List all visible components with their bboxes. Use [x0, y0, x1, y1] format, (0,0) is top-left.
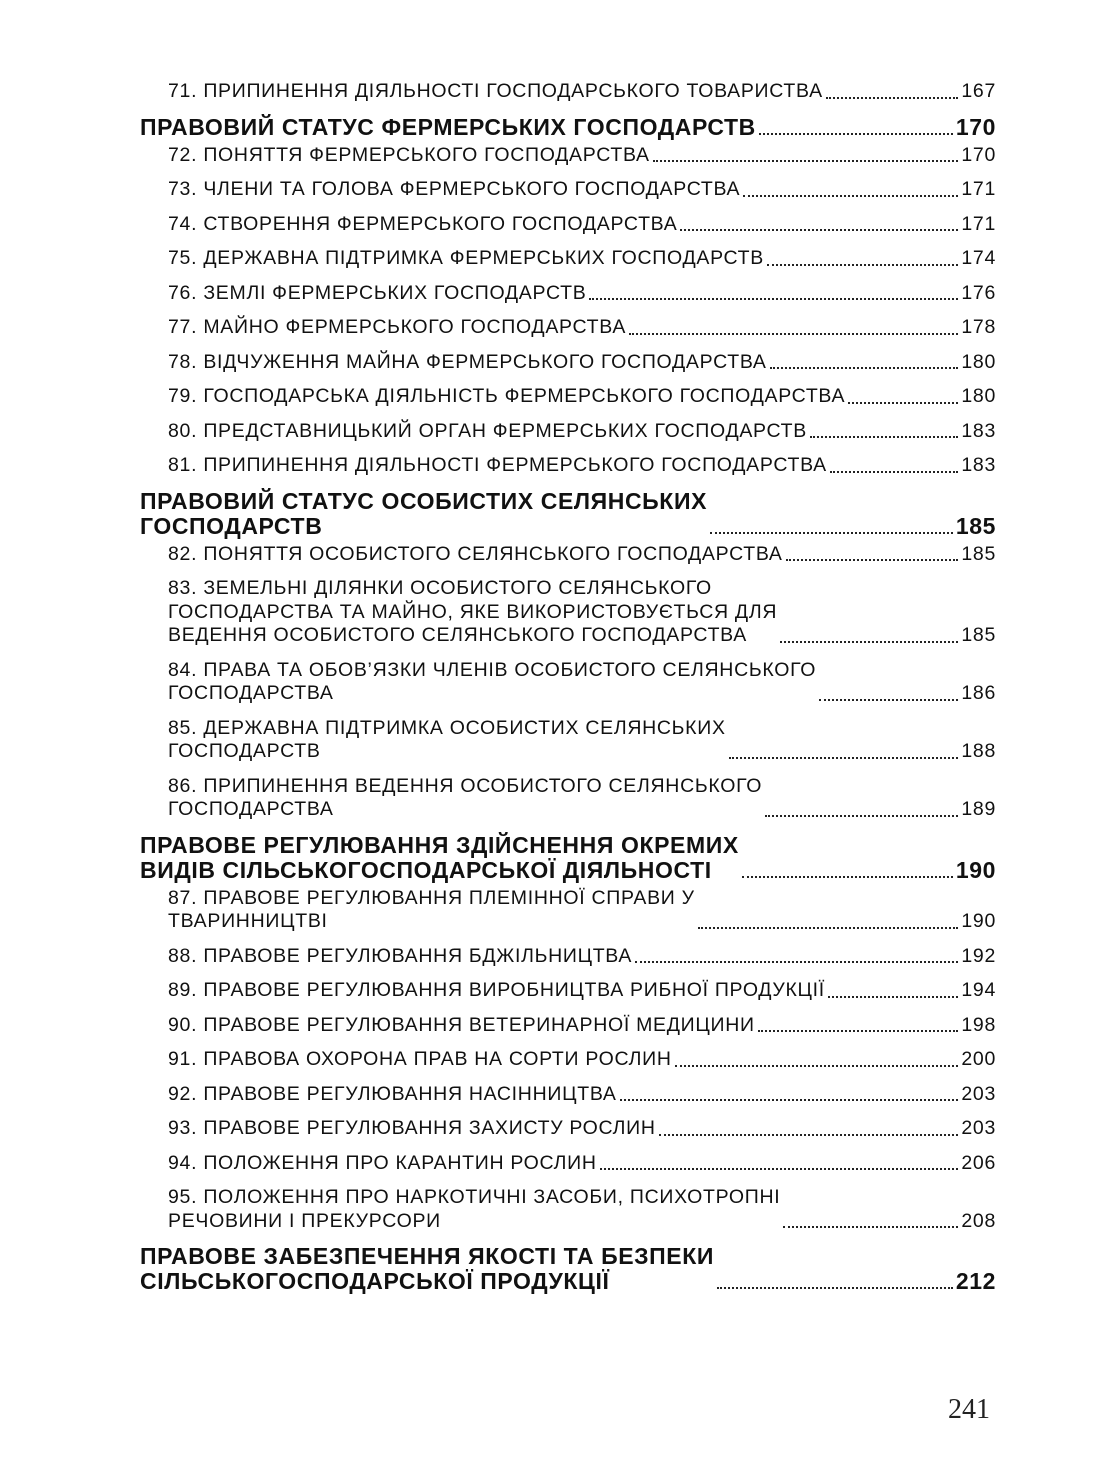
- toc-page-number: 183: [961, 419, 996, 442]
- dot-leader: [675, 1065, 959, 1067]
- toc-page-number: 212: [955, 1268, 996, 1294]
- toc-section-heading: [140, 1244, 996, 1294]
- dot-leader: [765, 815, 958, 817]
- toc-entry-title: 85. ДЕРЖАВНА ПІДТРИМКА ОСОБИСТИХ СЕЛЯНСЬКИХ ГОСПОДАРСТВ: [168, 716, 726, 762]
- toc-page-number: 167: [961, 80, 996, 102]
- toc-page-number: 186: [961, 682, 996, 704]
- toc-section-title: ПРАВОВЕ ЗАБЕЗПЕЧЕННЯ ЯКОСТІ ТА БЕЗПЕКИ СІЛЬСЬКОГОСПОДАРСЬКОЇ ПРОДУКЦІЇ: [140, 1243, 714, 1294]
- toc-section-heading: [140, 489, 996, 539]
- toc-page-number: 208: [961, 1209, 996, 1232]
- toc-entry: [140, 213, 996, 237]
- dot-leader: [729, 757, 959, 759]
- dot-leader: [758, 1030, 959, 1032]
- dot-leader: [783, 1226, 958, 1228]
- toc-entry: [140, 351, 996, 375]
- dot-leader: [620, 1099, 959, 1101]
- toc-page-number: 189: [961, 798, 996, 820]
- toc-page-number: 192: [961, 944, 996, 967]
- dot-leader: [826, 97, 959, 99]
- toc-entry-title: 71. ПРИПИНЕННЯ ДІЯЛЬНОСТІ ГОСПОДАРСЬКОГО ТОВАРИСТВА: [168, 80, 823, 102]
- dot-leader: [786, 559, 959, 561]
- toc-entry-title: 84. ПРАВА ТА ОБОВ’ЯЗКИ ЧЛЕНІВ ОСОБИСТОГО СЕЛЯНСЬКОГО ГОСПОДАРСТВА: [168, 658, 817, 704]
- toc-entry-title: 79. ГОСПОДАРСЬКА ДІЯЛЬНІСТЬ ФЕРМЕРСЬКОГО ГОСПОДАРСТВА: [168, 385, 846, 407]
- toc-page-number: 180: [961, 350, 996, 373]
- dot-leader: [848, 402, 958, 404]
- dot-leader: [629, 333, 958, 335]
- toc-entry: [140, 80, 996, 104]
- dot-leader: [759, 133, 953, 135]
- toc-entry-title: 82. ПОНЯТТЯ ОСОБИСТОГО СЕЛЯНСЬКОГО ГОСПОДАРСТВА: [168, 542, 783, 565]
- toc-page-number: 198: [961, 1013, 996, 1036]
- toc-entry: [140, 1152, 996, 1176]
- toc-entry: [140, 420, 996, 444]
- toc-entry: [140, 247, 996, 271]
- dot-leader: [710, 532, 953, 534]
- dot-leader: [828, 996, 958, 998]
- toc-page-number: 200: [961, 1048, 996, 1070]
- toc-entry: [140, 543, 996, 567]
- toc-entry-title: 72. ПОНЯТТЯ ФЕРМЕРСЬКОГО ГОСПОДАРСТВА: [168, 143, 650, 166]
- toc-entry-title: 81. ПРИПИНЕННЯ ДІЯЛЬНОСТІ ФЕРМЕРСЬКОГО ГОСПОДАРСТВА: [168, 454, 827, 476]
- page-number: 241: [948, 1394, 990, 1425]
- toc-entry-title: 93. ПРАВОВЕ РЕГУЛЮВАННЯ ЗАХИСТУ РОСЛИН: [168, 1117, 656, 1139]
- toc-entry: [140, 887, 996, 934]
- toc-page-number: 171: [961, 212, 996, 235]
- toc-page-number: 188: [961, 740, 996, 762]
- toc-entry-title: 90. ПРАВОВЕ РЕГУЛЮВАННЯ ВЕТЕРИНАРНОЇ МЕДИЦИНИ: [168, 1013, 755, 1036]
- dot-leader: [589, 298, 958, 300]
- toc-entry: [140, 1186, 996, 1233]
- dot-leader: [635, 961, 958, 963]
- toc-page-number: 180: [961, 385, 996, 407]
- toc-entry-title: 89. ПРАВОВЕ РЕГУЛЮВАННЯ ВИРОБНИЦТВА РИБНОЇ ПРОДУКЦІЇ: [168, 979, 825, 1001]
- toc-entry-title: 76. ЗЕМЛІ ФЕРМЕРСЬКИХ ГОСПОДАРСТВ: [168, 281, 587, 304]
- toc-entry-title: 75. ДЕРЖАВНА ПІДТРИМКА ФЕРМЕРСЬКИХ ГОСПОДАРСТВ: [168, 247, 765, 269]
- toc-entry-title: 80. ПРЕДСТАВНИЦЬКИЙ ОРГАН ФЕРМЕРСЬКИХ ГОСПОДАРСТВ: [168, 419, 807, 442]
- dot-leader: [810, 436, 958, 438]
- toc-entry: [140, 659, 996, 706]
- toc-entry-title: 78. ВІДЧУЖЕННЯ МАЙНА ФЕРМЕРСЬКОГО ГОСПОДАРСТВА: [168, 350, 767, 373]
- toc-entry: [140, 1014, 996, 1038]
- dot-leader: [717, 1287, 953, 1289]
- toc-entry: [140, 454, 996, 478]
- toc-entry: [140, 577, 996, 648]
- dot-leader: [653, 160, 959, 162]
- toc-page-number: 203: [961, 1117, 996, 1139]
- toc-page-number: 190: [961, 910, 996, 932]
- toc-entry: [140, 144, 996, 168]
- toc-page-number: 185: [961, 624, 996, 646]
- toc-page-number: 170: [961, 143, 996, 166]
- toc-page-number: 174: [961, 247, 996, 269]
- toc-entry-title: 92. ПРАВОВЕ РЕГУЛЮВАННЯ НАСІННИЦТВА: [168, 1082, 617, 1105]
- toc-page-number: 171: [961, 178, 996, 200]
- toc-section-title: ПРАВОВИЙ СТАТУС ФЕРМЕРСЬКИХ ГОСПОДАРСТВ: [140, 113, 756, 140]
- toc-entry: [140, 717, 996, 764]
- toc-page-number: 178: [961, 316, 996, 338]
- dot-leader: [680, 229, 958, 231]
- toc-page-number: 183: [961, 454, 996, 476]
- dot-leader: [770, 367, 959, 369]
- toc-page-number: 190: [955, 856, 996, 883]
- dot-leader: [742, 876, 953, 878]
- toc-entry: [140, 979, 996, 1003]
- toc-entry: [140, 178, 996, 202]
- dot-leader: [743, 195, 958, 197]
- toc-entry-title: 77. МАЙНО ФЕРМЕРСЬКОГО ГОСПОДАРСТВА: [168, 316, 627, 338]
- toc-page-number: 194: [961, 979, 996, 1001]
- dot-leader: [830, 471, 959, 473]
- toc-entry-title: 91. ПРАВОВА ОХОРОНА ПРАВ НА СОРТИ РОСЛИН: [168, 1048, 672, 1070]
- dot-leader: [698, 927, 959, 929]
- toc-section-title: ПРАВОВЕ РЕГУЛЮВАННЯ ЗДІЙСНЕННЯ ОКРЕМИХ ВИДІВ СІЛЬСЬКОГОСПОДАРСЬКОЇ ДІЯЛЬНОСТІ: [140, 831, 739, 883]
- toc-entry: [140, 775, 996, 822]
- toc-entry: [140, 1083, 996, 1107]
- toc-entry: [140, 316, 996, 340]
- toc-section-title: ПРАВОВИЙ СТАТУС ОСОБИСТИХ СЕЛЯНСЬКИХ ГОСПОДАРСТВ: [140, 487, 708, 539]
- dot-leader: [659, 1134, 959, 1136]
- dot-leader: [780, 641, 958, 643]
- toc-entry-title: 87. ПРАВОВЕ РЕГУЛЮВАННЯ ПЛЕМІННОЇ СПРАВИ У ТВАРИННИЦТВІ: [168, 886, 695, 932]
- toc-section-heading: [140, 833, 996, 883]
- toc-page-number: 185: [961, 542, 996, 565]
- toc-entry: [140, 282, 996, 306]
- toc-entry-title: 88. ПРАВОВЕ РЕГУЛЮВАННЯ БДЖІЛЬНИЦТВА: [168, 944, 633, 967]
- toc-entry-title: 83. ЗЕМЕЛЬНІ ДІЛЯНКИ ОСОБИСТОГО СЕЛЯНСЬКОГО ГОСПОДАРСТВА ТА МАЙНО, ЯКЕ ВИКОРИСТОВУЄТЬСЯ ДЛЯ ВЕДЕННЯ ОСОБИСТОГО СЕЛЯНСЬКОГО ГОСПОДАРСТВА: [168, 577, 778, 646]
- dot-leader: [600, 1168, 959, 1170]
- table-of-contents: [140, 80, 996, 1298]
- dot-leader: [819, 699, 958, 701]
- toc-entry: [140, 1117, 996, 1141]
- toc-section-heading: [140, 115, 996, 140]
- toc-entry-title: 95. ПОЛОЖЕННЯ ПРО НАРКОТИЧНІ ЗАСОБИ, ПСИХОТРОПНІ РЕЧОВИНИ І ПРЕКУРСОРИ: [168, 1186, 781, 1232]
- toc-entry: [140, 385, 996, 409]
- toc-page-number: 176: [961, 281, 996, 304]
- toc-entry: [140, 1048, 996, 1072]
- toc-page-number: 206: [961, 1151, 996, 1174]
- toc-page-number: 185: [955, 512, 996, 539]
- toc-entry-title: 94. ПОЛОЖЕННЯ ПРО КАРАНТИН РОСЛИН: [168, 1151, 597, 1174]
- toc-page-number: 203: [961, 1082, 996, 1105]
- toc-entry-title: 86. ПРИПИНЕННЯ ВЕДЕННЯ ОСОБИСТОГО СЕЛЯНСЬКОГО ГОСПОДАРСТВА: [168, 774, 763, 820]
- toc-page-number: 170: [955, 113, 996, 140]
- toc-entry-title: 74. СТВОРЕННЯ ФЕРМЕРСЬКОГО ГОСПОДАРСТВА: [168, 212, 678, 235]
- toc-entry: [140, 945, 996, 969]
- toc-entry-title: 73. ЧЛЕНИ ТА ГОЛОВА ФЕРМЕРСЬКОГО ГОСПОДАРСТВА: [168, 178, 741, 200]
- dot-leader: [767, 264, 958, 266]
